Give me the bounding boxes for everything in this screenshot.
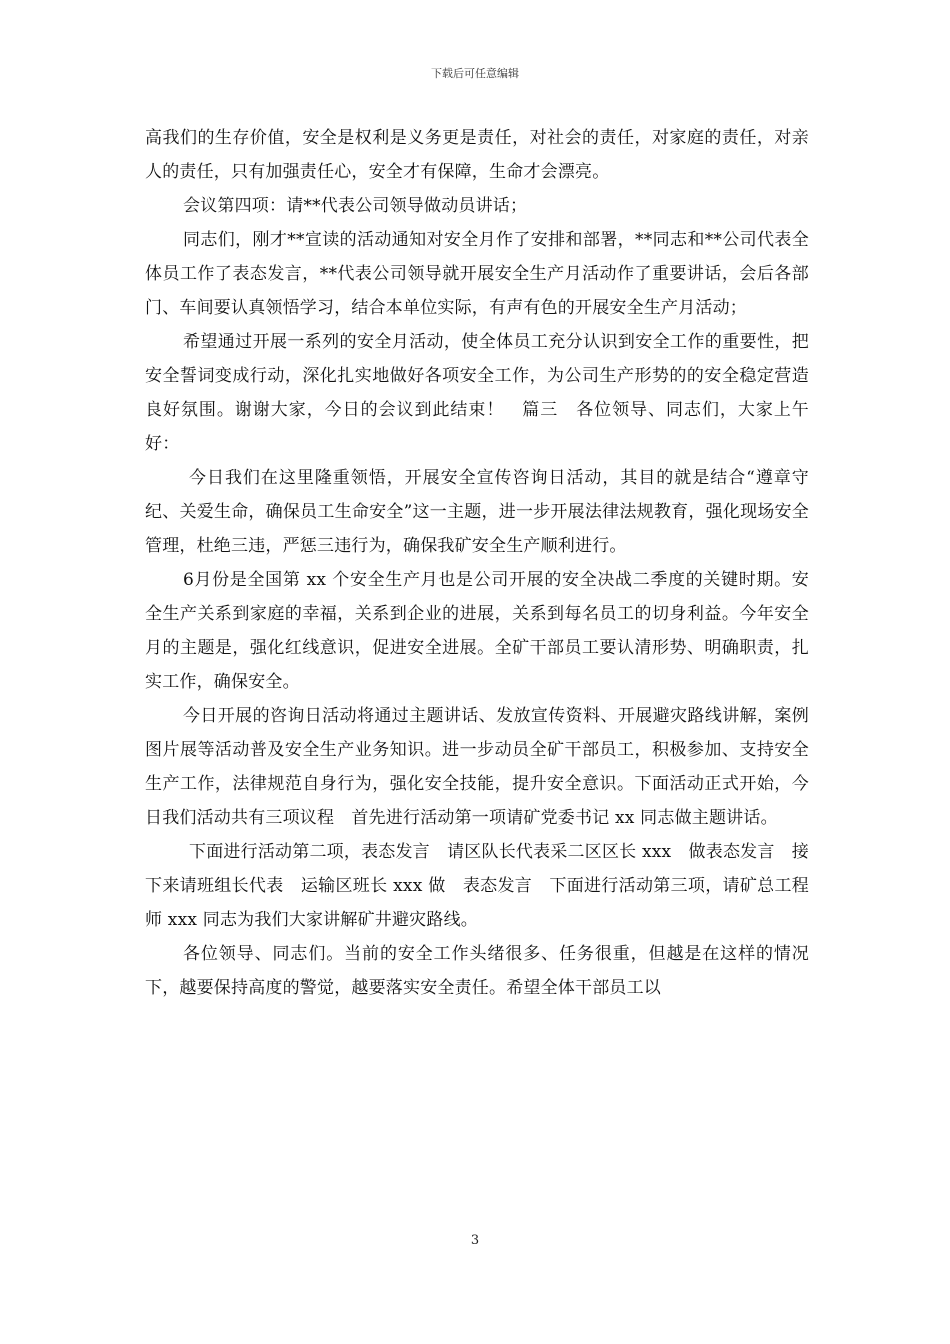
paragraph: 6月份是全国第 xx 个安全生产月也是公司开展的安全决战二季度的关键时期。安全生产关系到家庭的幸福，关系到企业的进展，关系到每名员工的切身利益。今年安全月的主题是，强化红线意识，促进安全进展。全矿干部员工要认清形势、明确职责，扎实工作，确保安全。	[145, 570, 809, 692]
paragraph: 今日开展的咨询日活动将通过主题讲话、发放宣传资料、开展避灾路线讲解，案例图片展等活动普及安全生产业务知识。进一步动员全矿干部员工，积极参加、支持安全生产工作，法律规范自身行为，强化安全技能，提升安全意识。下面活动正式开始，今日我们活动共有三项议程 首先进行活动第一项请矿党委书记 xx 同志做主题讲话。	[145, 706, 809, 828]
paragraph: 各位领导、同志们。当前的安全工作头绪很多、任务很重，但越是在这样的情况下，越要保持高度的警觉，越要落实安全责任。希望全体干部员工以	[145, 944, 809, 998]
page-number: 3	[470, 1233, 480, 1248]
page-header: 下载后可任意编辑	[431, 67, 519, 80]
paragraph: 今日我们在这里隆重领悟，开展安全宣传咨询日活动，其目的就是结合“遵章守纪、关爱生命，确保员工生命安全”这一主题，进一步开展法律法规教育，强化现场安全管理，杜绝三违，严惩三违行为，确保我矿安全生产顺利进行。	[145, 468, 809, 556]
paragraph: 希望通过开展一系列的安全月活动，使全体员工充分认识到安全工作的重要性，把安全誓词变成行动，深化扎实地做好各项安全工作，为公司生产形势的的安全稳定营造良好氛围。谢谢大家，今日的会议到此结束！ 篇三 各位领导、同志们，大家上午好：	[145, 332, 809, 454]
paragraph: 下面进行活动第二项，表态发言 请区队长代表采二区区长 xxx 做表态发言 接下来请班组长代表 运输区班长 xxx 做 表态发言 下面进行活动第三项，请矿总工程师 xxx 同志为我们大家讲解矿井避灾路线。	[145, 842, 809, 930]
paragraph: 同志们，刚才**宣读的活动通知对安全月作了安排和部署，**同志和**公司代表全体员工作了表态发言，**代表公司领导就开展安全生产月活动作了重要讲话，会后各部门、车间要认真领悟学习，结合本单位实际，有声有色的开展安全生产月活动；	[145, 230, 809, 318]
paragraph: 高我们的生存价值，安全是权利是义务更是责任，对社会的责任，对家庭的责任，对亲人的责任，只有加强责任心，安全才有保障，生命才会漂亮。	[145, 128, 809, 182]
document-body	[145, 121, 809, 1005]
paragraph: 会议第四项：请**代表公司领导做动员讲话；	[183, 196, 528, 216]
